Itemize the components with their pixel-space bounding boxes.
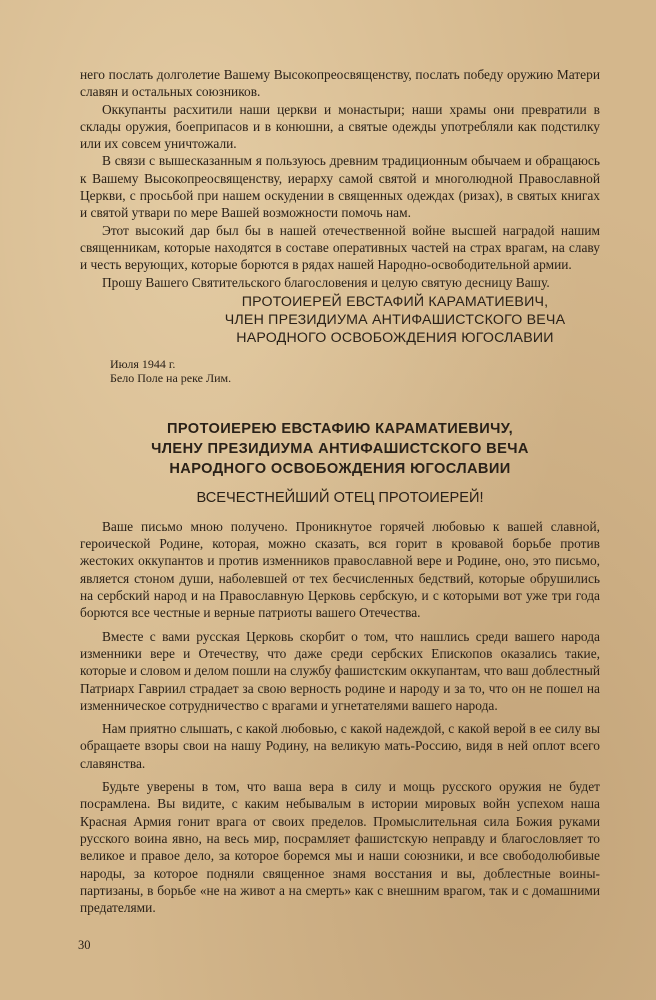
page-content — [80, 66, 600, 916]
salutation: ВСЕЧЕСТНЕЙШИЙ ОТЕЦ ПРОТОИЕРЕЙ! — [196, 489, 484, 506]
paragraph: Будьте уверены в том, что ваша вера в силу и мощь русского оружия не будет посрамлена. Вы видите, с каким небывалым в истории мировых войн успехом наша Красная Армия гонит врага от своих пределов. Промыслительная сила Божия руками русского воина явно, на весь мир, посрамляет фашистскую неправду и благословляет то великое и правое дело, за которое боремся мы и наши союзники, и все свободолюбивые народы, за которое подняли священное знамя восстания и вы, доблестные воины-партизаны, в борьбе «не на живот а на смерть» как с внешним врагом, так и с домашними предателями. — [80, 779, 600, 916]
letter-heading — [80, 419, 600, 479]
paragraph: Вместе с вами русская Церковь скорбит о том, что нашлись среди вашего народа изменники вере и Отечеству, что даже среди сербских Епископов оказались такие, которые и словом и делом пошли на службу фашистским оккупантам, что ваш доблестный Патриарх Гавриил страдает за свою верность родине и народу и за то, что он не пошел на изменническое сотрудничество с врагами и угнетателями вашего народа. — [80, 628, 601, 713]
page-number: 30 — [78, 938, 91, 952]
signature-block — [80, 293, 600, 347]
heading-line: ПРОТОИЕРЕЮ ЕВСТАФИЮ КАРАМАТИЕВИЧУ, — [166, 420, 514, 437]
signature-line: ПРОТОИЕРЕЙ ЕВСТАФИЙ КАРАМАТИЕВИЧ, — [241, 293, 549, 310]
heading-line: НАРОДНОГО ОСВОБОЖДЕНИЯ ЮГОСЛАВИИ — [169, 460, 511, 477]
reply-letter — [80, 419, 600, 917]
signature-line: ЧЛЕН ПРЕЗИДИУМА АНТИФАШИСТСКОГО ВЕЧА — [224, 311, 566, 328]
paragraph: Ваше письмо мною получено. Проникнутое горячей любовью к вашей славной, героической Родине, которая, можно сказать, вся горит в кровавой борьбе против жестоких оккупантов и против изменников православной вере и Родине, оно, это письмо, является стоном души, наболевшей от тех бесчисленных бедствий, которые обрушились на сербский народ и на Православную Церковь сербскую, и с которыми вот уже три года борются все честные и верные патриоты вашего Отечества. — [80, 518, 600, 621]
paragraph: Нам приятно слышать, с какой любовью, с какой надеждой, с какой верой в ее силу вы обращаете взоры свои на нашу Родину, на великую мать-Россию, видя в ней оплот всего славянства. — [80, 721, 600, 771]
letter-from-protoiereus — [80, 66, 600, 386]
place-line: Бело Поле на реке Лим. — [110, 371, 232, 386]
paragraph: Прошу Вашего Святительского благословения и целую святую десницу Вашу. — [102, 274, 550, 290]
date-place — [110, 357, 600, 386]
paragraph: Оккупанты расхитили наши церкви и монастыри; наши храмы они превратили в склады оружия, боеприпасов и в конюшни, а святые одежды употребляли как подстилку или их совсем уничтожали. — [80, 101, 600, 152]
signature-line: НАРОДНОГО ОСВОБОЖДЕНИЯ ЮГОСЛАВИИ — [236, 329, 554, 346]
paragraph: него послать долголетие Вашему Высокопреосвященству, послать победу оружию Матери славян и остальных союзников. — [80, 67, 600, 100]
paragraph: В связи с вышесказанным я пользуюсь древним традиционным обычаем и обращаюсь к Вашему Высокопреосвященству, иерарху самой святой и многолюдной Православной Церкви, с просьбой при нашем оскудении в священных одеждах (ризах), в святых книгах и святой утвари по мере Вашей возможности помочь нам. — [80, 153, 600, 221]
date-line: Июля 1944 г. — [110, 356, 176, 371]
heading-line: ЧЛЕНУ ПРЕЗИДИУМА АНТИФАШИСТСКОГО ВЕЧА — [151, 440, 529, 457]
paragraph: Этот высокий дар был бы в нашей отечественной войне высшей наградой нашим священникам, которые находятся в составе оперативных частей на страх врагам, на славу и честь верующих, которые борются в рядах нашей Народно-освободительной армии. — [80, 222, 600, 273]
